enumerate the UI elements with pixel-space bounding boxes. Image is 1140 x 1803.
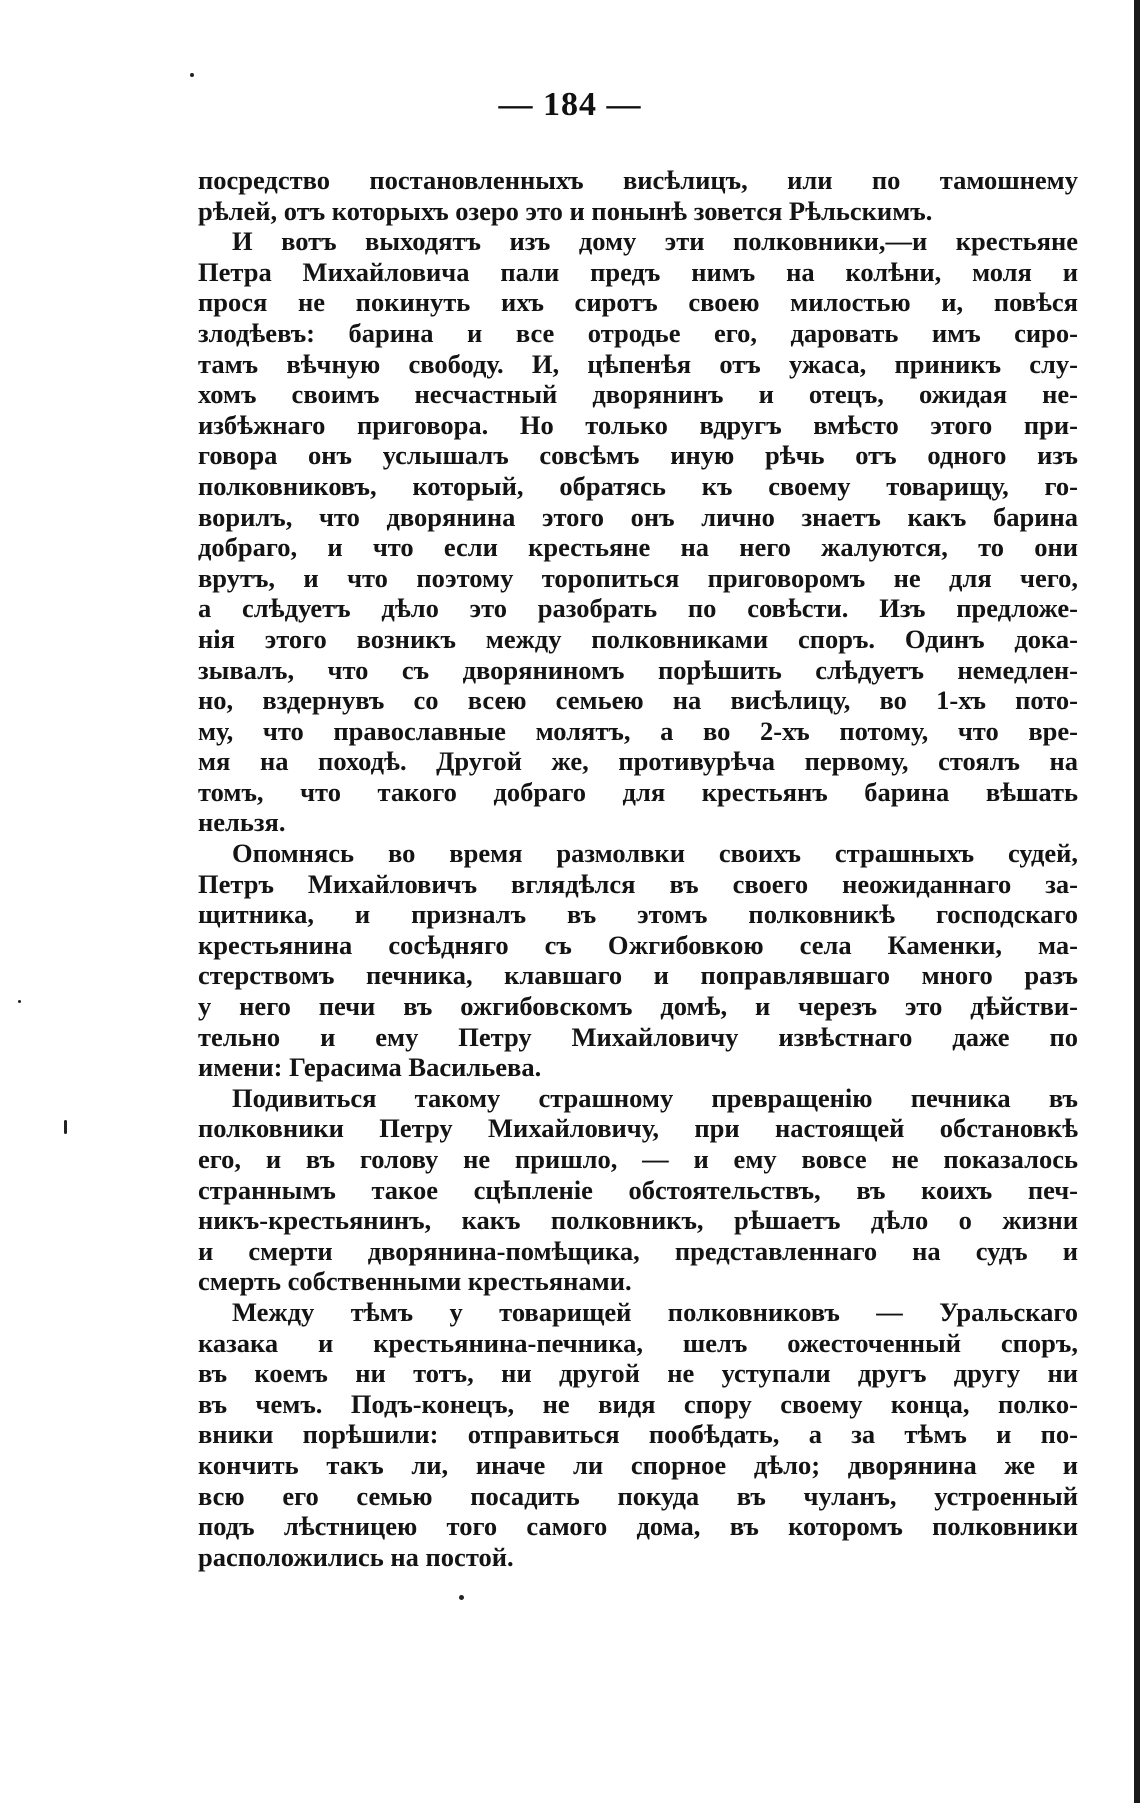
text-line: говора онъ услышалъ совсѣмъ иную рѣчь отъ одного изъ [198,440,1078,471]
text-line: его, и въ голову не пришло, — и ему вовсе не показалось [198,1144,1078,1174]
text-line: хомъ своимъ несчастный дворянинъ и отецъ, ожидая не- [198,379,1078,410]
text-line: посредство постановленныхъ висѣлицъ, или по тамошнему [198,165,1078,195]
text-line: Подивиться такому страшному превращенію печника въ [232,1082,1078,1113]
paragraph [198,165,1078,226]
text-line: тамъ вѣчную свободу. И, цѣпенѣя отъ ужаса, приникъ слу- [198,348,1078,379]
text-line: рѣлей, отъ которыхъ озеро это и понынѣ зовется Рѣльскимъ. [198,195,933,226]
text-line: нельзя. [198,807,286,838]
text-line: тельно и ему Петру Михайловичу извѣстнаго даже по [198,1021,1078,1052]
text-line: зывалъ, что съ дворяниномъ порѣшить слѣдуетъ немедлен- [198,654,1078,685]
text-line: всю его семью посадить покуда въ чуланъ, устроенный [198,1480,1078,1511]
text-line: въ чемъ. Подъ-конецъ, не видя спору своему конца, полко- [198,1388,1078,1419]
body-text [198,165,1078,1572]
text-line: кончить такъ ли, иначе ли спорное дѣло; дворянина же и [198,1449,1078,1480]
text-line: Петра Михайловича пали предъ нимъ на колѣни, моля и [198,256,1078,287]
paragraph [198,1083,1078,1297]
text-line: полковники Петру Михайловичу, при настоящей обстановкѣ [198,1113,1078,1144]
text-line: томъ, что такого добраго для крестьянъ барина вѣшать [198,776,1078,807]
scan-speck [18,1000,21,1003]
text-line: мя на походѣ. Другой же, противурѣча первому, стоялъ на [198,746,1078,777]
text-line: никъ-крестьянинъ, какъ полковникъ, рѣшаетъ дѣло о жизни [198,1205,1078,1236]
text-line: избѣжнаго приговора. Но только вдругъ вмѣсто этого при- [198,409,1078,440]
text-line: прося не покинуть ихъ сиротъ своею милостью и, повѣся [198,287,1078,318]
text-line: но, вздернувъ со всею семьею на висѣлицу, во 1-хъ пото- [198,685,1078,716]
text-line: а слѣдуетъ дѣло это разобрать по совѣсти. Изъ предложе- [198,593,1078,624]
scan-speck [459,1595,464,1600]
text-line: подъ лѣстницею того самого дома, въ которомъ полковники [198,1511,1078,1542]
text-line: злодѣевъ: барина и все отродье его, даровать имъ сиро- [198,317,1078,348]
paragraph [198,1297,1078,1572]
text-line: въ коемъ ни тотъ, ни другой не уступали другъ другу ни [198,1358,1078,1389]
scan-speck [190,73,194,77]
text-line: Опомнясь во время размолвки своихъ страшныхъ судей, [232,838,1078,869]
text-line: страннымъ такое сцѣпленіе обстоятельствъ, въ коихъ печ- [198,1174,1078,1205]
text-line: смерть собственными крестьянами. [198,1266,632,1297]
text-line: полковниковъ, который, обратясь къ своему товарищу, го- [198,470,1078,501]
text-line: крестьянина сосѣдняго съ Ожгибовкою села Каменки, ма- [198,929,1078,960]
text-line: казака и крестьянина-печника, шелъ ожесточенный споръ, [198,1327,1078,1358]
text-line: щитника, и призналъ въ этомъ полковникѣ господскаго [198,899,1078,930]
page-number: — 184 — [498,86,642,123]
text-line: добраго, и что если крестьяне на него жалуются, то они [198,532,1078,563]
paragraph [198,226,1078,838]
text-line: нія этого возникъ между полковниками споръ. Одинъ дока- [198,623,1078,654]
paragraph [198,838,1078,1083]
text-line: ворилъ, что дворянина этого онъ лично знаетъ какъ барина [198,501,1078,532]
text-line: расположились на постой. [198,1541,514,1572]
text-line: И вотъ выходятъ изъ дому эти полковники,—и крестьяне [232,226,1078,257]
text-line: имени: Герасима Васильева. [198,1052,542,1083]
text-line: Петръ Михайловичъ вглядѣлся въ своего неожиданнаго за- [198,868,1078,899]
page-edge-shadow [1134,0,1140,1803]
text-line: му, что православные молятъ, а во 2-хъ потому, что вре- [198,715,1078,746]
scan-speck [64,1120,67,1134]
text-line: и смерти дворянина-помѣщика, представленнаго на судъ и [198,1235,1078,1266]
text-line: стерствомъ печника, клавшаго и поправлявшаго много разъ [198,960,1078,991]
text-line: вники порѣшили: отправиться пообѣдать, а за тѣмъ и по- [198,1419,1078,1450]
text-line: у него печи въ ожгибовскомъ домѣ, и черезъ это дѣйстви- [198,991,1078,1022]
text-line: врутъ, и что поэтому торопиться приговоромъ не для чего, [198,562,1078,593]
text-line: Между тѣмъ у товарищей полковниковъ — Уральскаго [232,1296,1078,1327]
